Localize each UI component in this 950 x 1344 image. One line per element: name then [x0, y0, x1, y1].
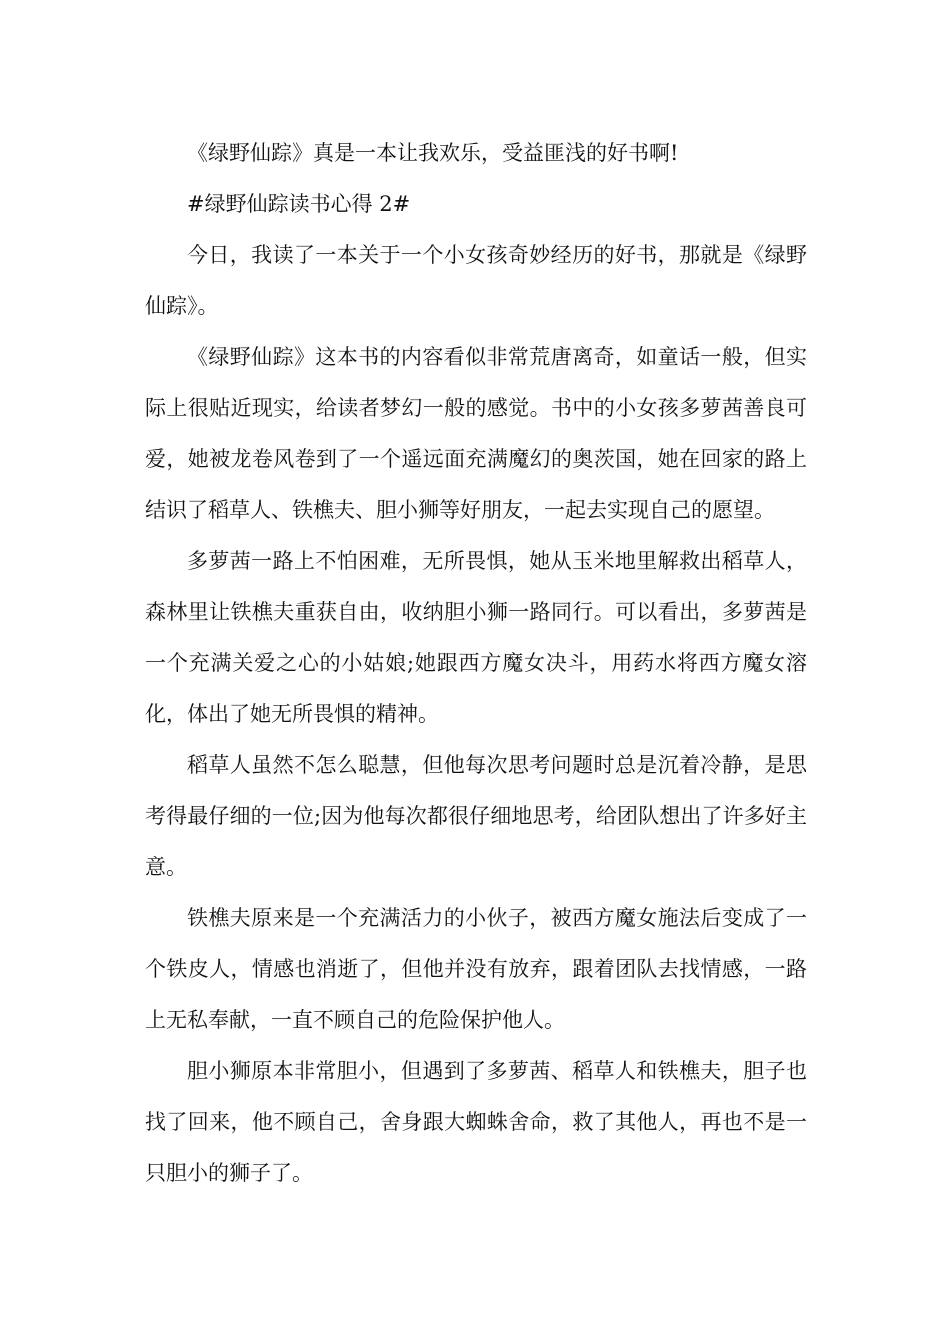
paragraph-closing-remark: 《绿野仙踪》真是一本让我欢乐，受益匪浅的好书啊!: [187, 141, 679, 165]
paragraph-cowardly-lion: 胆小狮原本非常胆小，但遇到了多萝茜、稻草人和铁樵夫，胆子也找了回来，他不顾自己，舍身跟大蜘蛛舍命，救了其他人，再也不是一只胆小的狮子了。: [145, 1059, 807, 1185]
paragraph-scarecrow: 稻草人虽然不怎么聪慧，但他每次思考问题时总是沉着冷静，是思考得最仔细的一位;因为他每次都很仔细地思考，给团队想出了许多好主意。: [145, 753, 807, 879]
paragraph-tin-woodman: 铁樵夫原来是一个充满活力的小伙子，被西方魔女施法后变成了一个铁皮人，情感也消逝了，但他并没有放弃，跟着团队去找情感，一路上无私奉献，一直不顾自己的危险保护他人。: [145, 906, 807, 1032]
section-heading: #绿野仙踪读书心得 2#: [187, 192, 411, 216]
paragraph-dorothy: 多萝茜一路上不怕困难，无所畏惧，她从玉米地里解救出稻草人，森林里让铁樵夫重获自由，收纳胆小狮一路同行。可以看出，多萝茜是一个充满关爱之心的小姑娘;她跟西方魔女决斗，用药水将西方魔女溶化，体出了她无所畏惧的精神。: [145, 549, 807, 726]
document-body: [145, 128, 807, 1199]
paragraph-intro: 今日，我读了一本关于一个小女孩奇妙经历的好书，那就是《绿野仙踪》。: [145, 243, 807, 318]
paragraph-book-overview: 《绿野仙踪》这本书的内容看似非常荒唐离奇，如童话一般，但实际上很贴近现实，给读者梦幻一般的感觉。书中的小女孩多萝茜善良可爱，她被龙卷风卷到了一个遥远面充满魔幻的奥茨国，她在回家的路上结识了稻草人、铁樵夫、胆小狮等好朋友，一起去实现自己的愿望。: [145, 345, 807, 522]
